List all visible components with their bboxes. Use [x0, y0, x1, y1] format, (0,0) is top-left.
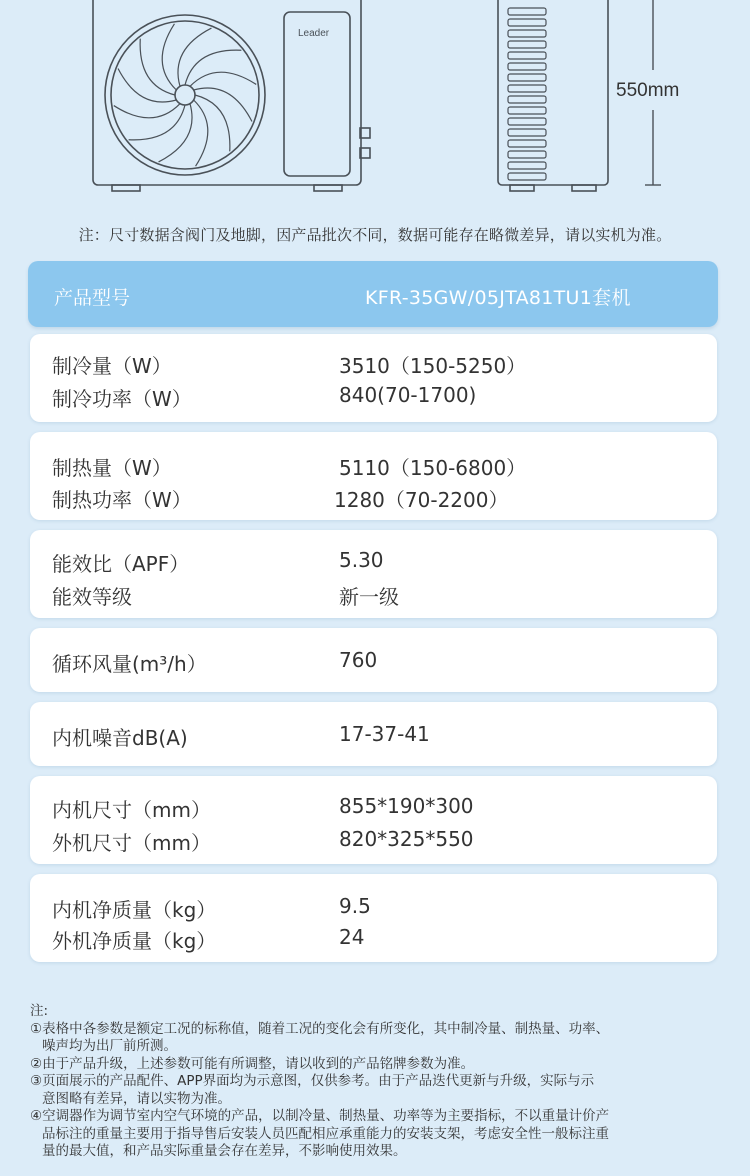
side-fin — [508, 129, 546, 136]
fan-blade — [194, 88, 252, 121]
spec-value: 1280（70-2200） — [334, 488, 509, 512]
spec-value: 9.5 — [339, 894, 371, 918]
fan-blade — [118, 69, 176, 102]
side-fin — [508, 41, 546, 48]
footnote-line: 注: — [30, 1003, 49, 1019]
footnote-line: ①表格中各参数是额定工况的标称值，随着工况的变化会有所变化，其中制冷量、制热量、功率、 — [30, 1020, 610, 1037]
fan-blade — [178, 28, 211, 86]
side-fin — [508, 173, 546, 180]
side-fin — [508, 8, 546, 15]
spec-value: 5110（150-6800） — [339, 456, 527, 480]
side-fin — [508, 107, 546, 114]
model-label: 产品型号 — [54, 287, 131, 309]
height-dimension-label: 550mm — [616, 80, 680, 101]
spec-label: 能效等级 — [52, 585, 132, 609]
side-fin — [508, 52, 546, 59]
fan-blade — [140, 39, 175, 95]
footnote-line: 意图略有差异，请以实物为准。 — [42, 1090, 231, 1107]
fan-blade — [114, 104, 180, 118]
side-fin — [508, 85, 546, 92]
side-fin — [508, 19, 546, 26]
side-fin — [508, 151, 546, 158]
spec-value: 24 — [339, 925, 365, 949]
fan-blade — [190, 72, 256, 86]
model-header-card — [28, 261, 718, 327]
spec-value: 新一级 — [339, 585, 399, 609]
footnote-line: 量的最大值，和产品实际重量会存在差异，不影响使用效果。 — [42, 1143, 407, 1159]
spec-value: 5.30 — [339, 548, 384, 572]
spec-label: 内机尺寸（mm） — [52, 798, 211, 822]
spec-label: 制热量（W） — [52, 456, 172, 480]
spec-card-heating — [30, 432, 717, 520]
fan-blade — [185, 50, 241, 85]
spec-card-weight — [30, 874, 717, 962]
model-value: KFR-35GW/05JTA81TU1套机 — [365, 287, 631, 309]
spec-card-airflow — [30, 628, 717, 692]
spec-value: 855*190*300 — [339, 794, 474, 818]
spec-value: 3510（150-5250） — [339, 354, 527, 378]
footnote-line: ③页面展示的产品配件、APP界面均为示意图，仅供参考。由于产品迭代更新与升级，实际与示 — [30, 1073, 595, 1089]
dimension-note: 注：尺寸数据含阀门及地脚，因产品批次不同，数据可能存在略微差异，请以实机为准。 — [78, 226, 672, 244]
spec-card-efficiency — [30, 530, 717, 618]
spec-card-noise — [30, 702, 717, 766]
side-fin — [508, 162, 546, 169]
spec-value: 17-37-41 — [339, 722, 430, 746]
side-fin — [508, 30, 546, 37]
footnotes — [30, 1003, 720, 1161]
spec-label: 内机净质量（kg） — [52, 898, 217, 922]
footnote-line: 噪声均为出厂前所测。 — [42, 1038, 177, 1054]
brand-logo: Leader — [298, 28, 330, 39]
side-fin — [508, 118, 546, 125]
spec-label: 外机尺寸（mm） — [52, 831, 211, 855]
side-fin — [508, 63, 546, 70]
spec-label: 能效比（APF） — [52, 552, 190, 576]
outdoor-unit-side-view — [498, 0, 608, 191]
spec-value: 840(70-1700) — [339, 383, 477, 407]
side-fin — [508, 140, 546, 147]
fan-blade — [194, 100, 208, 166]
spec-card-dimensions — [30, 776, 717, 864]
outdoor-unit-illustration — [0, 0, 750, 215]
spec-label: 外机净质量（kg） — [52, 929, 217, 953]
side-fin — [508, 96, 546, 103]
footnote-line: 品标注的重量主要用于指导售后安装人员匹配相应承重能力的安装支架，考虑安全性一般标注重 — [42, 1125, 609, 1142]
spec-label: 制热功率（W） — [52, 488, 192, 512]
spec-card-cooling — [30, 334, 717, 422]
spec-label: 循环风量(m³/h） — [52, 652, 207, 676]
footnote-line: ④空调器作为调节室内空气环境的产品，以制冷量、制热量、功率等为主要指标，不以重量计价产 — [30, 1108, 610, 1124]
spec-value: 760 — [339, 648, 378, 672]
fan-blade — [159, 104, 192, 162]
spec-label: 内机噪音dB(A) — [52, 726, 188, 750]
fan-blade — [129, 105, 185, 140]
spec-label: 制冷功率（W） — [52, 387, 192, 411]
spec-label: 制冷量（W） — [52, 354, 172, 378]
footnote-line: ②由于产品升级，上述参数可能有所调整，请以收到的产品铭牌参数为准。 — [30, 1055, 475, 1072]
side-fin — [508, 74, 546, 81]
spec-value: 820*325*550 — [339, 827, 474, 851]
fan-blade — [195, 95, 230, 151]
fan-blade — [162, 24, 176, 90]
